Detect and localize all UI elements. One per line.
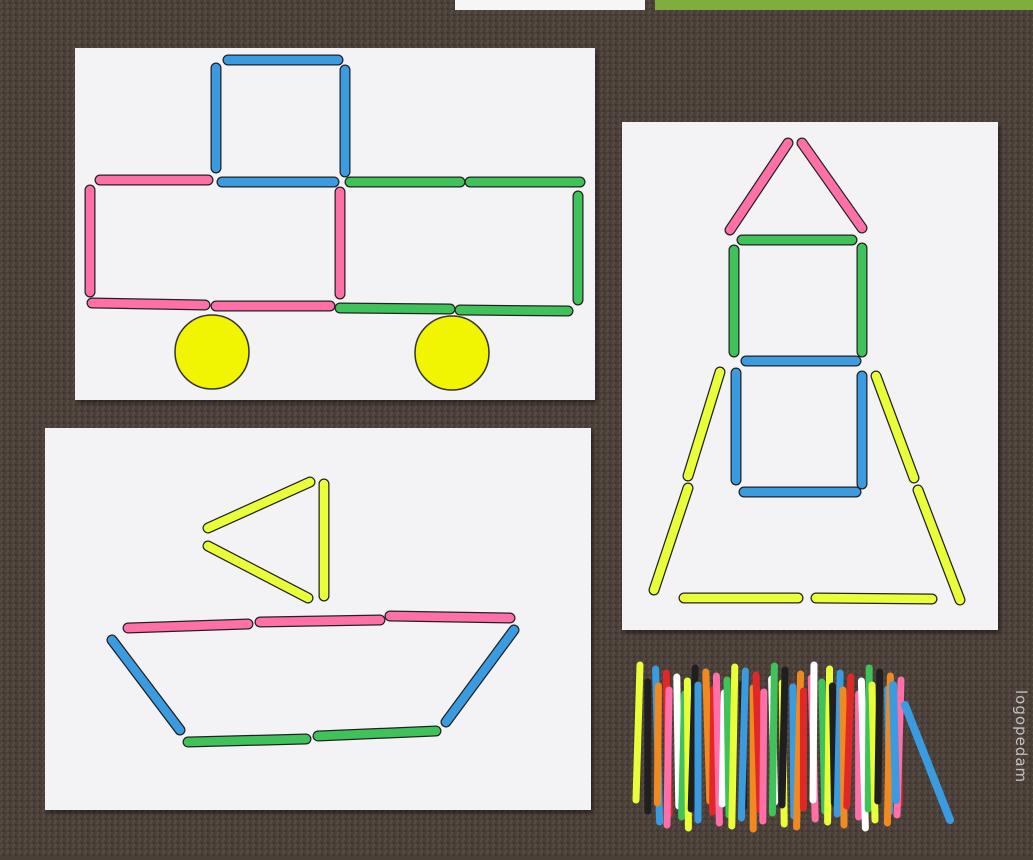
boat-stick — [318, 731, 436, 736]
boat-figure — [112, 482, 514, 742]
loose-stick — [741, 671, 745, 818]
loose-stick — [667, 690, 669, 825]
rocket-stick — [876, 376, 914, 478]
truck-stick — [340, 308, 450, 309]
boat-stick — [188, 739, 306, 742]
loose-stick — [636, 665, 640, 800]
boat-stick — [128, 624, 248, 628]
rocket-stick — [654, 488, 688, 590]
loose-stick — [793, 687, 794, 816]
loose-stick — [713, 689, 714, 812]
loose-stick — [832, 686, 834, 803]
rocket-stick — [802, 143, 862, 228]
truck-stick — [460, 310, 568, 311]
loose-stick — [727, 680, 729, 815]
rocket-stick — [816, 598, 932, 599]
loose-stick — [756, 675, 760, 810]
loose-stick — [732, 667, 735, 826]
boat-stick — [446, 630, 514, 722]
truck-figure — [90, 60, 580, 390]
loose-stick — [782, 670, 785, 805]
loose-stick — [763, 692, 764, 821]
truck-wheel-right — [415, 316, 489, 390]
loose-stick — [706, 672, 710, 801]
truck-stick — [92, 303, 205, 305]
boat-stick — [260, 620, 380, 622]
loose-stick — [878, 672, 880, 801]
loose-stick — [893, 685, 896, 800]
boat-stick — [390, 616, 510, 618]
loose-stick — [847, 677, 851, 806]
stick-pile — [636, 665, 950, 829]
loose-stick — [677, 677, 679, 806]
rocket-stick — [918, 490, 960, 600]
loose-stick — [772, 666, 774, 813]
loose-stick — [722, 693, 724, 804]
boat-stick — [208, 546, 308, 598]
rocket-figure — [654, 143, 960, 600]
rocket-stick — [730, 143, 788, 230]
boat-stick — [112, 640, 180, 730]
boat-stick — [208, 482, 310, 528]
truck-wheel-left — [175, 315, 249, 389]
loose-stick — [657, 686, 658, 803]
rocket-stick — [688, 372, 720, 476]
loose-stick — [905, 705, 950, 820]
watermark-text: logopedam — [1012, 690, 1030, 784]
loose-stick — [822, 682, 825, 811]
loose-stick — [813, 665, 814, 800]
